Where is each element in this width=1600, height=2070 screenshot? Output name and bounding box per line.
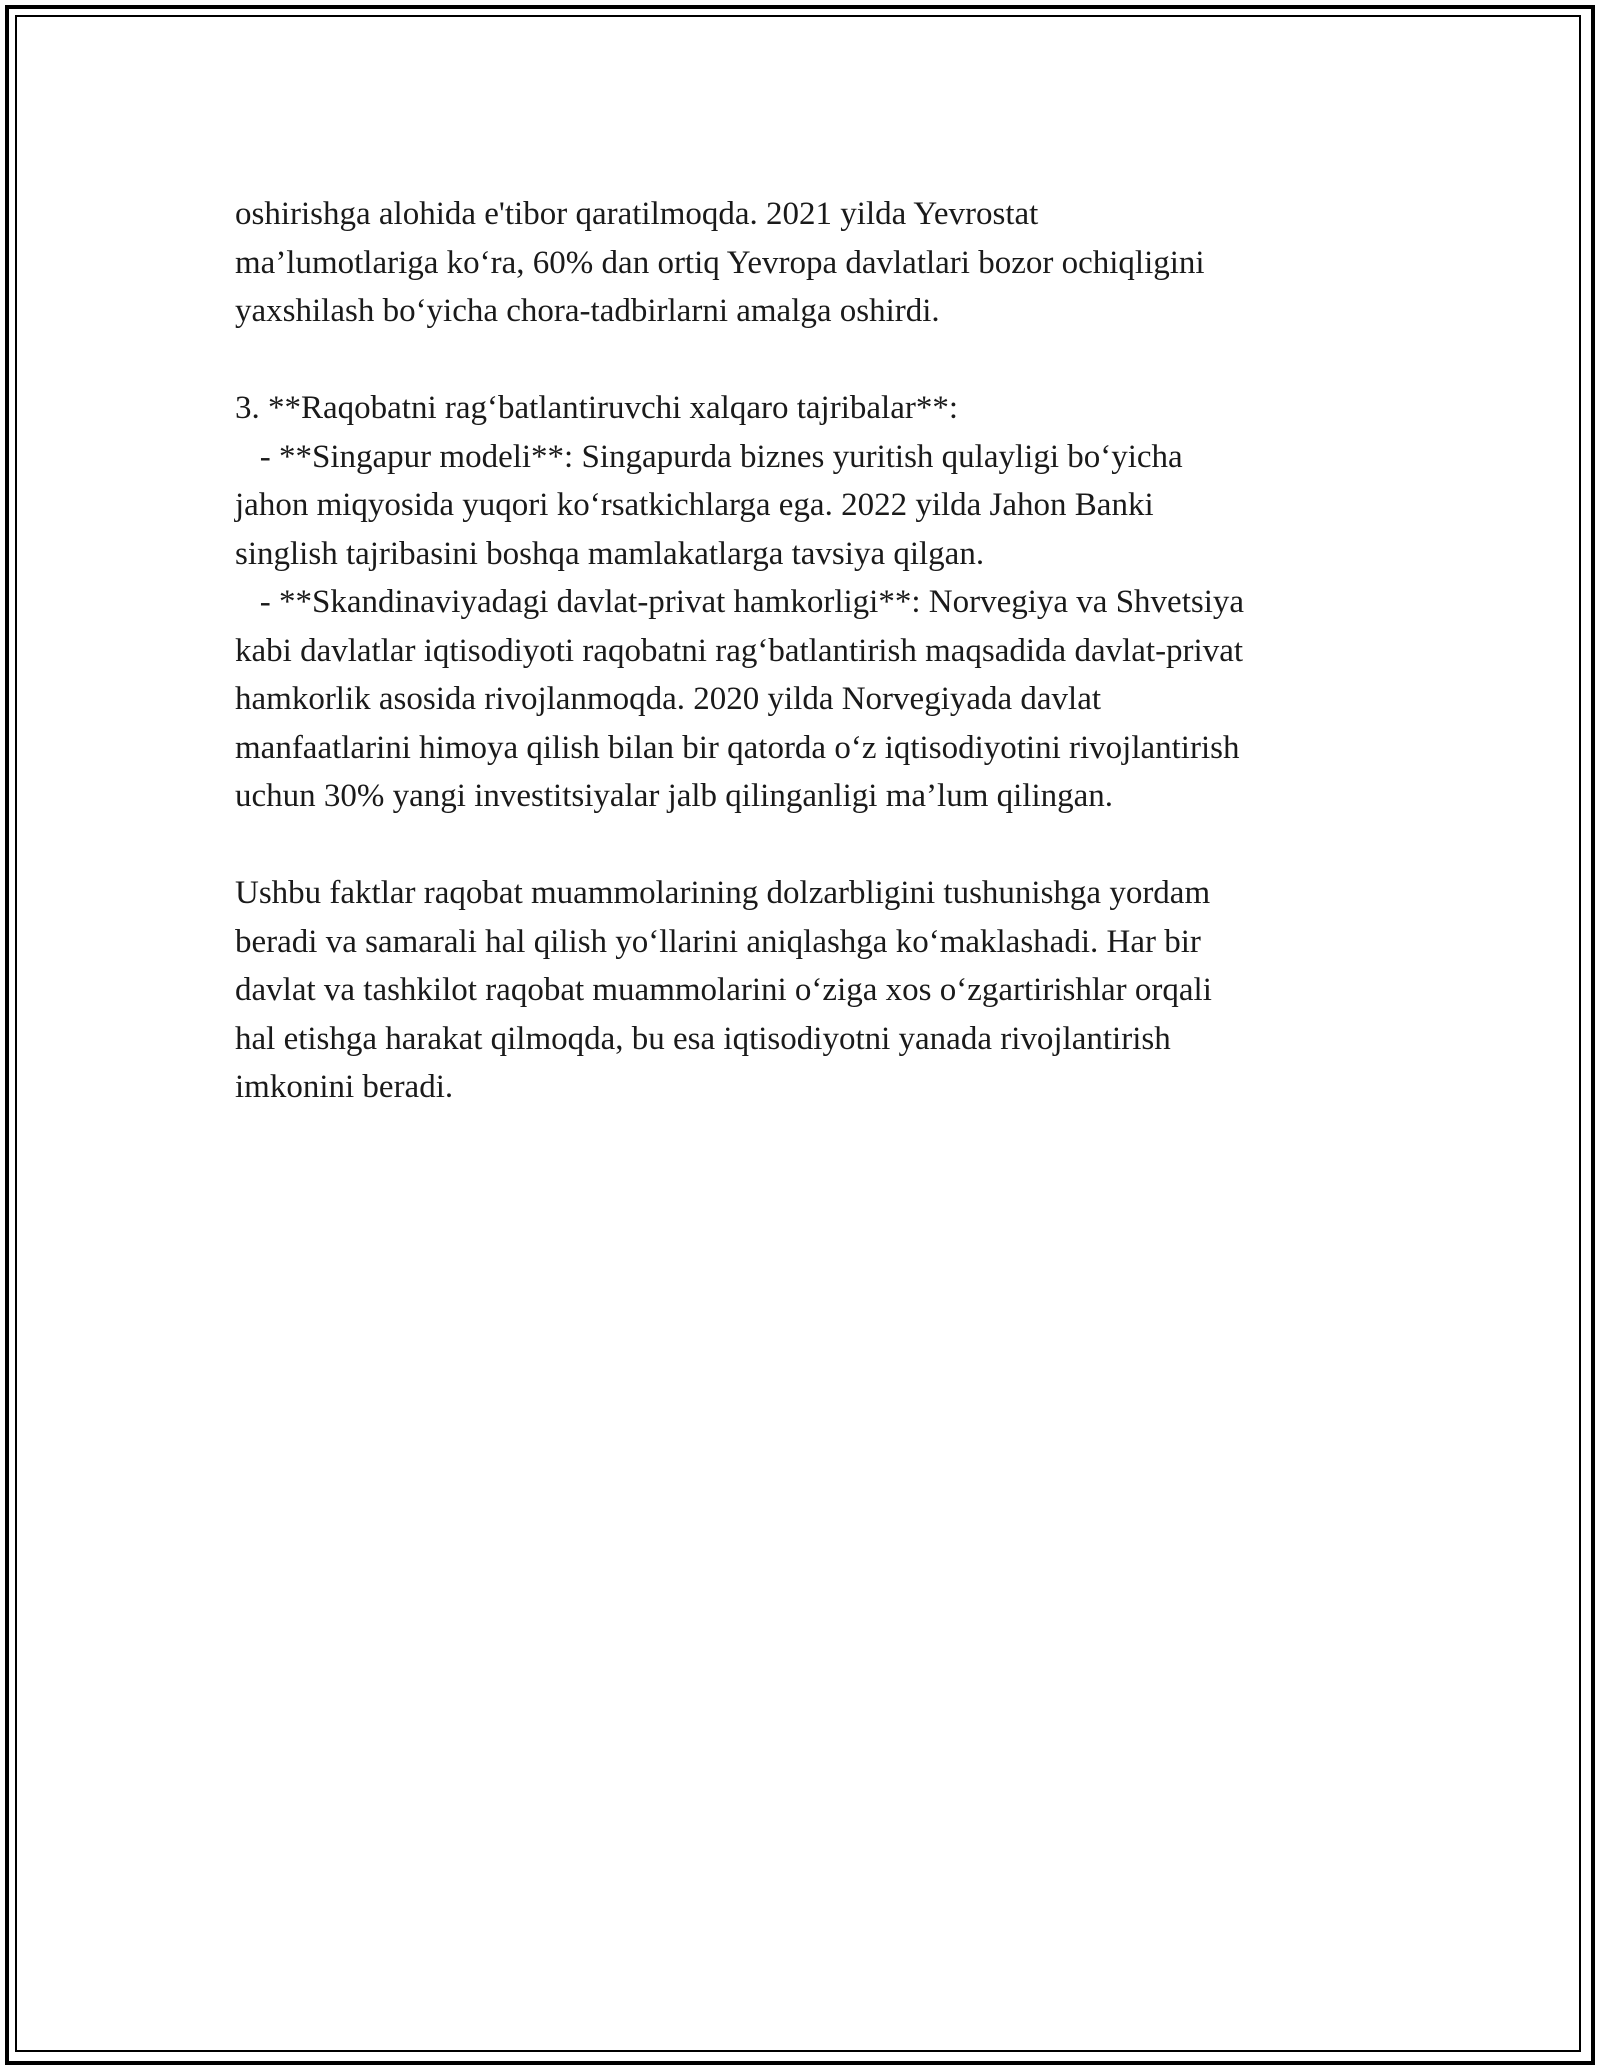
text-line: davlat va tashkilot raqobat muammolarini oʻziga xos oʻzgartirishlar orqali bbox=[235, 972, 1212, 1008]
text-line: hal etishga harakat qilmoqda, bu esa iqtisodiyotni yanada rivojlantirish bbox=[235, 1020, 1171, 1057]
text-line: singlish tajribasini boshqa mamlakatlarga tavsiya qilgan. bbox=[235, 535, 985, 572]
text-line: Ushbu faktlar raqobat muammolarining dolzarbligini tushunishga yordam bbox=[235, 875, 1211, 911]
text-line: imkonini beradi. bbox=[235, 1069, 454, 1105]
text-line: uchun 30% yangi investitsiyalar jalb qilinganligi ma’lum qilingan. bbox=[235, 778, 1114, 814]
paragraph-conclusion bbox=[235, 869, 1375, 1112]
list-item-scandinavia: - **Skandinaviyadagi davlat-privat hamkorligi**: Norvegiya va Shvetsiya bbox=[235, 584, 1245, 620]
text-line: kabi davlatlar iqtisodiyoti raqobatni ragʻbatlantirish maqsadida davlat-privat bbox=[235, 632, 1244, 669]
paragraph-intro bbox=[235, 190, 1375, 336]
text-line: yaxshilash boʻyicha chora-tadbirlarni amalga oshirdi. bbox=[235, 293, 940, 329]
text-line: beradi va samarali hal qilish yoʻllarini aniqlashga koʻmaklashadi. Har bir bbox=[235, 923, 1201, 960]
paragraph-gap bbox=[235, 821, 1375, 870]
text-line: hamkorlik asosida rivojlanmoqda. 2020 yilda Norvegiyada davlat bbox=[235, 681, 1102, 717]
section-international-experience bbox=[235, 384, 1375, 821]
text-line: manfaatlarini himoya qilish bilan bir qatorda oʻz iqtisodiyotini rivojlantirish bbox=[235, 729, 1240, 766]
text-line: oshirishga alohida e'tibor qaratilmoqda. 2021 yilda Yevrostat bbox=[235, 196, 1039, 232]
text-line: jahon miqyosida yuqori koʻrsatkichlarga ega. 2022 yilda Jahon Banki bbox=[235, 487, 1154, 523]
list-item-singapore: - **Singapur modeli**: Singapurda biznes yuritish qulayligi boʻyicha bbox=[235, 438, 1183, 475]
text-line: ma’lumotlariga koʻra, 60% dan ortiq Yevropa davlatlari bozor ochiqligini bbox=[235, 244, 1205, 281]
document-body bbox=[235, 190, 1375, 1112]
paragraph-gap bbox=[235, 336, 1375, 385]
section-heading: 3. **Raqobatni ragʻbatlantiruvchi xalqaro tajribalar**: bbox=[235, 390, 959, 426]
